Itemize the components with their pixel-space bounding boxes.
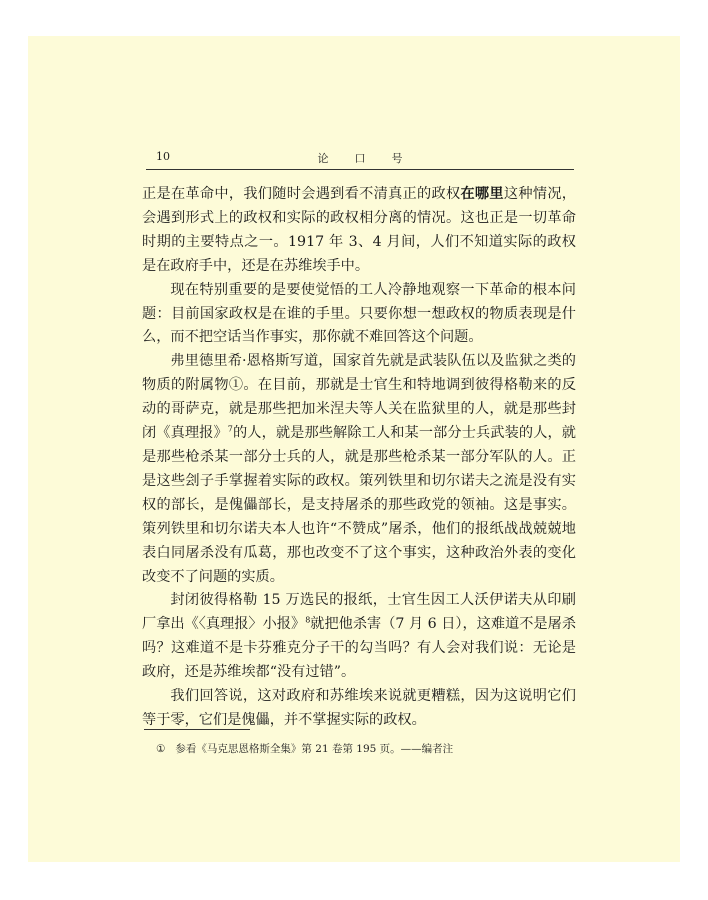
endnote-reference-7[interactable]: 7 xyxy=(227,424,233,434)
paragraph-3-text-c: 的人，就是那些解除工人和某一部分士兵武装的人，就是那些枪杀某一部分士兵的人，就是那些枪杀某一部分军队的人。正是这些刽子手掌握着实际的政权。策列铁里和切尔诺夫之流是没有实权的部长，是傀儡部长，是支持屠杀的那些政党的领袖。这是事实。策列铁里和切尔诺夫本人也许“不赞成”屠杀，他们的报纸战战兢兢地表白同屠杀没有瓜葛，那也改变不了这个事实，这种政治外表的变化改变不了问题的实质。 xyxy=(142,425,576,585)
paragraph-1 xyxy=(142,183,576,279)
paragraph-4-text-b: 就把他杀害（7 月 6 日），这难道不是屠杀吗？这难道不是卡芬雅克分子干的勾当吗？有人会对我们说：无论是政府，还是苏维埃都“没有过错”。 xyxy=(142,616,577,681)
running-title: 论口号 xyxy=(317,152,429,165)
paragraph-4 xyxy=(142,589,576,685)
paragraph-2: 现在特别重要的是要使觉悟的工人冷静地观察一下革命的根本问题：目前国家政权是在谁的手里。只要你想一想政权的物质表现是什么，而不把空话当作事实，那你就不难回答这个问题。 xyxy=(142,281,576,346)
emphasis-where: 在哪里 xyxy=(460,186,504,202)
page-header xyxy=(146,149,574,170)
paragraph-3-text-a: 弗里德里希·恩格斯写道，国家首先就是武装队伍以及监狱之类的物质的附属物 xyxy=(142,353,576,394)
paragraph-5: 我们回答说，这对政府和苏维埃来说就更糟糕，因为这说明它们等于零，它们是傀儡，并不掌握实际的政权。 xyxy=(142,688,576,728)
footnote-divider xyxy=(144,729,250,730)
paragraph-3 xyxy=(142,350,576,589)
footnote-reference[interactable]: ① xyxy=(228,377,244,394)
page-number: 10 xyxy=(156,150,170,163)
footnote-text: 参看《马克思恩格斯全集》第 21 卷第 195 页。——编者注 xyxy=(175,743,454,755)
endnote-reference-8[interactable]: 8 xyxy=(305,615,311,625)
footnote xyxy=(156,741,576,757)
paragraph-4-text-a: 封闭彼得格勒 15 万选民的报纸，士官生因工人沃伊诺夫从印刷厂拿出《〈真理报〉小报》 xyxy=(142,592,576,633)
paragraph-3-text-b: 。在目前，那就是士官生和特地调到彼得格勒来的反动的哥萨克，就是那些把加米涅夫等人关在监狱里的人，就是那些封闭《真理报》 xyxy=(142,377,576,442)
body-text xyxy=(142,183,576,733)
paragraph-1-text-b: 这种情况，会遇到形式上的政权和实际的政权相分离的情况。这也正是一切革命时期的主要特点之一。1917 年 3、4 月间，人们不知道实际的政权是在政府手中，还是在苏维埃手中。 xyxy=(142,186,576,274)
footnote-marker: ① xyxy=(156,743,166,755)
paragraph-1-text-a: 正是在革命中，我们随时会遇到看不清真正的政权 xyxy=(142,186,461,202)
